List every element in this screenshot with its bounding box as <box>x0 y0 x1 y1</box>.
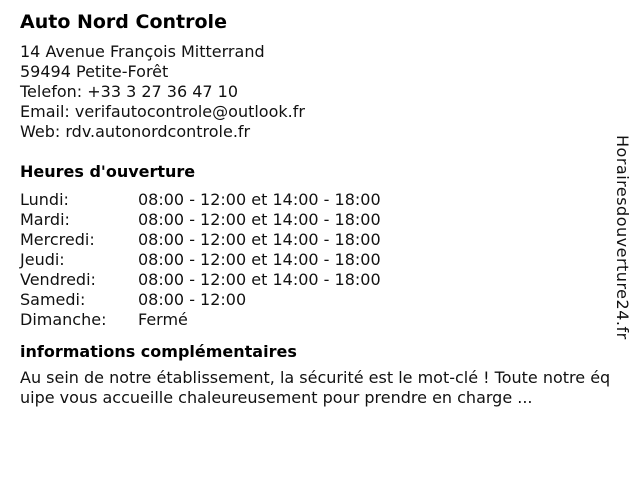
site-watermark: Horairesdouverture24.fr <box>613 135 632 340</box>
hours-day: Jeudi: <box>20 250 65 269</box>
hours-row <box>20 210 620 230</box>
hours-row <box>20 230 620 250</box>
hours-day: Lundi: <box>20 190 69 209</box>
hours-row <box>20 270 620 290</box>
business-name: Auto Nord Controle <box>20 11 227 33</box>
hours-row <box>20 290 620 310</box>
hours-day: Dimanche: <box>20 310 107 329</box>
hours-row <box>20 250 620 270</box>
hours-day: Samedi: <box>20 290 86 309</box>
hours-value: 08:00 - 12:00 et 14:00 - 18:00 <box>138 270 381 289</box>
hours-value: 08:00 - 12:00 et 14:00 - 18:00 <box>138 250 381 269</box>
hours-value: 08:00 - 12:00 et 14:00 - 18:00 <box>138 210 381 229</box>
business-card <box>20 8 620 408</box>
additional-info-text: Au sein de notre établissement, la sécurité est le mot-clé ! Toute notre équipe vous accueille chaleureusement pour prendre en charge ... <box>20 368 611 407</box>
additional-info-title: informations complémentaires <box>20 342 297 361</box>
hours-value: Fermé <box>138 310 188 329</box>
web-line[interactable]: Web: rdv.autonordcontrole.fr <box>20 122 251 141</box>
hours-day: Vendredi: <box>20 270 96 289</box>
hours-day: Mardi: <box>20 210 70 229</box>
hours-value: 08:00 - 12:00 et 14:00 - 18:00 <box>138 230 381 249</box>
hours-row <box>20 310 620 330</box>
hours-row <box>20 190 620 210</box>
phone-line[interactable]: Telefon: +33 3 27 36 47 10 <box>20 82 239 101</box>
hours-value: 08:00 - 12:00 et 14:00 - 18:00 <box>138 190 381 209</box>
address-line-1: 14 Avenue François Mitterrand <box>20 42 265 61</box>
address-line-2: 59494 Petite-Forêt <box>20 62 169 81</box>
email-line[interactable]: Email: verifautocontrole@outlook.fr <box>20 102 305 121</box>
hours-value: 08:00 - 12:00 <box>138 290 247 309</box>
hours-day: Mercredi: <box>20 230 95 249</box>
opening-hours-title: Heures d'ouverture <box>20 162 196 181</box>
